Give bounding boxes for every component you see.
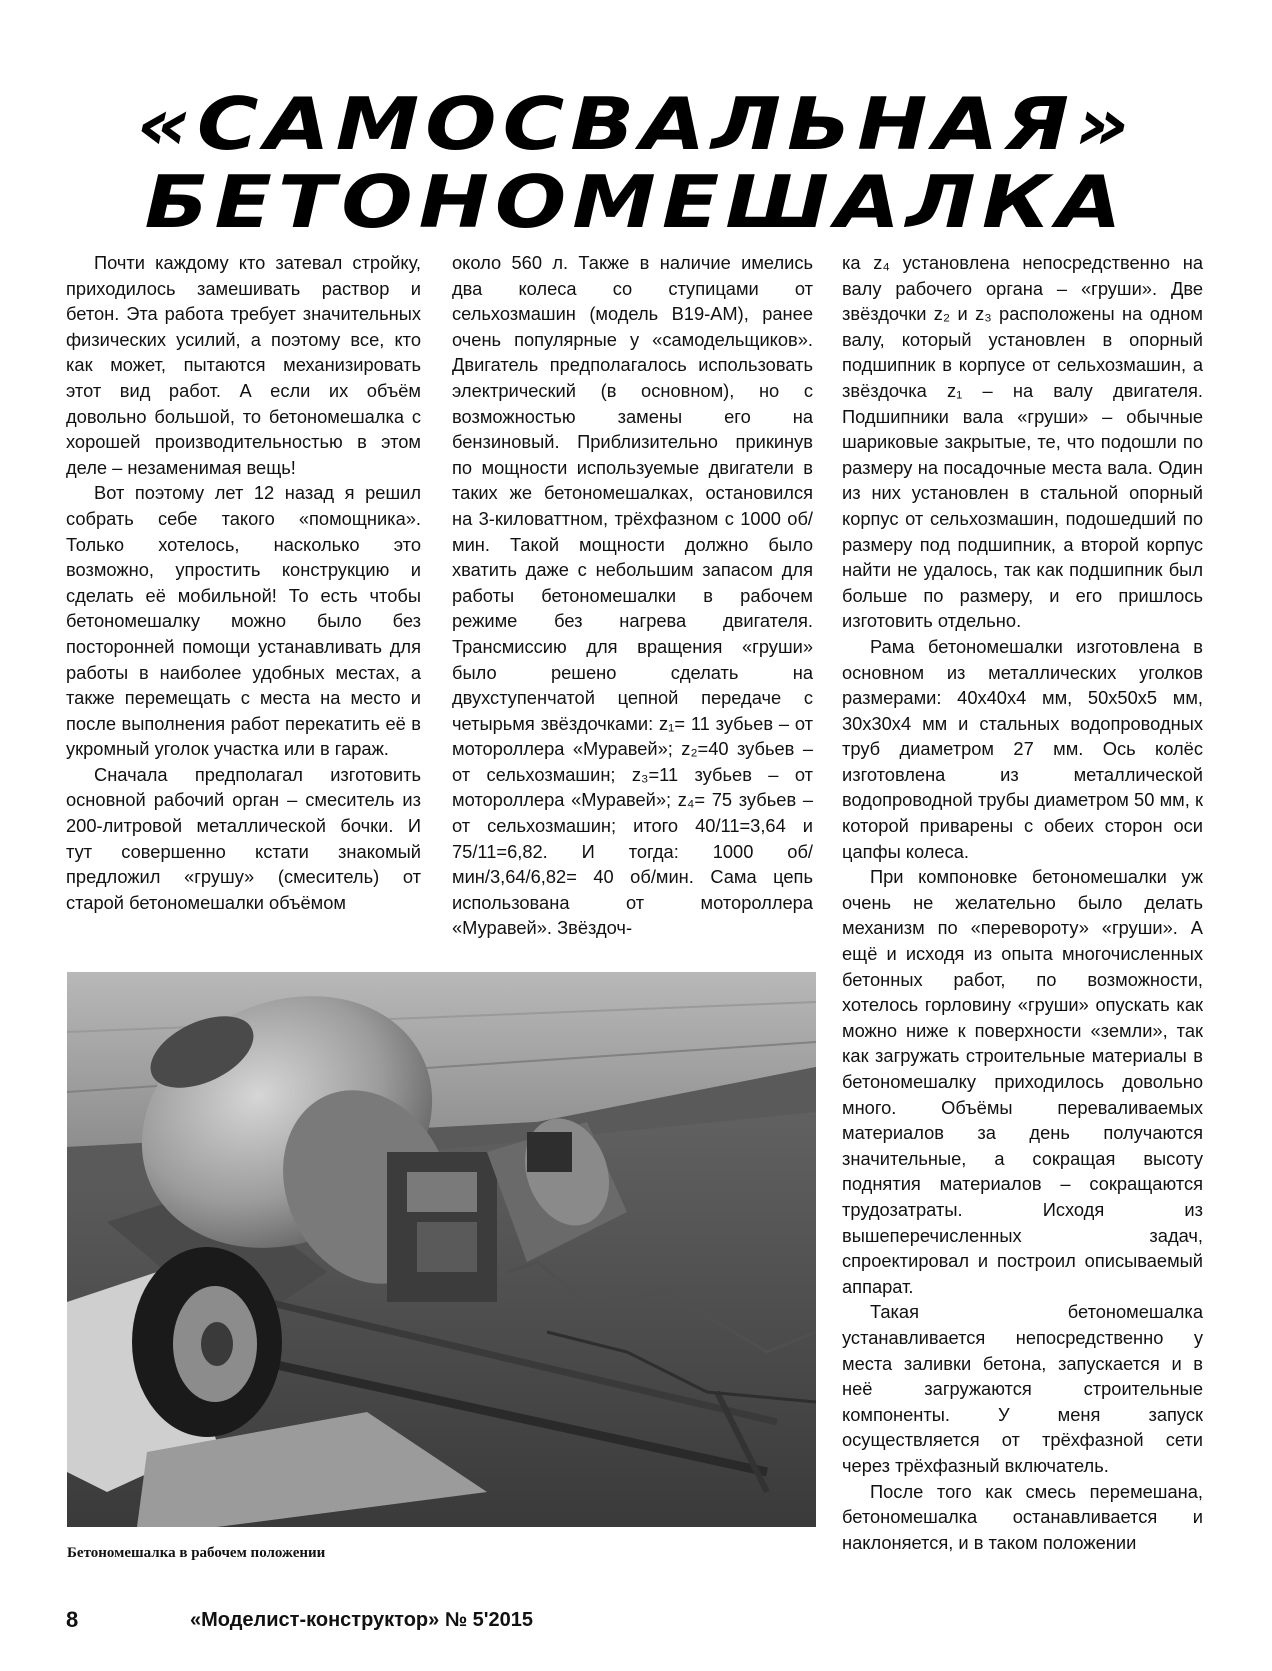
text-column-3 xyxy=(842,250,1203,1555)
paragraph: При компоновке бетономешалки уж очень не желательно было делать механизм по «перевороту» «груши». А ещё и исходя из опыта многочисленных бетонных работ, по возможности, хотелось горловину «груши» опускать как можно ниже к поверхности «земли», так как загружать строительные материалы в бетономешалку приходилось довольно много. Объёмы переваливаемых материалов за день получаются значительные, а сокращая высоту поднятия материалов – сокращаются трудозатраты. Исходя из вышеперечисленных задач, спроектировал и построил описываемый аппарат. xyxy=(842,866,1203,1297)
paragraph: ка z₄ установлена непосредственно на валу рабочего органа – «груши». Две звёздочки z₂ и z₃ расположены на одном валу, который установлен в опорный подшипник в корпусе от сельхозмашин, а звёздочка z₁ – на валу двигателя. Подшипники вала «груши» – обычные шариковые закрытые, те, что подошли по размеру на посадочные места вала. Один из них установлен в стальной опорный корпус от сельхозмашин, подошедший по размеру под подшипник, а второй корпус найти не удалось, так как подшипник был больше по размеру, и его пришлось изготовить отдельно. xyxy=(842,252,1203,632)
paragraph: После того как смесь перемешана, бетономешалка останавливается и наклоняется, и в таком положении xyxy=(842,1480,1203,1553)
text-column-2 xyxy=(452,250,813,941)
text-column-1 xyxy=(66,250,421,915)
paragraph: Почти каждому кто затевал стройку, приходилось замешивать раствор и бетон. Эта работа требует значительных физических усилий, а поэтому все, кто как может, пытаются механизировать этот вид работ. А если их объём довольно большой, то бетономешалка с хорошей производительностью в этом деле – незаменимая вещь! xyxy=(66,252,421,478)
photo-caption: Бетономешалка в рабочем положении xyxy=(67,1545,326,1561)
article-title-line1: «САМОСВАЛЬНАЯ» xyxy=(136,81,1136,167)
journal-name: «Моделист-конструктор» № 5'2015 xyxy=(190,1609,534,1631)
concrete-mixer-photo xyxy=(67,972,816,1527)
paragraph: Вот поэтому лет 12 назад я решил собрать себе такого «помощника». Только хотелось, насколько это возможно, упростить конструкцию и сделать её мобильной! То есть чтобы бетономешалку можно было без посторонней помощи устанавливать для работы в наиболее удобных местах, а также перемещать с места на место и после выполнения работ перекатить её в укромный уголок участка или в гараж. xyxy=(66,482,421,760)
photo-illustration xyxy=(67,972,816,1527)
paragraph: около 560 л. Также в наличие имелись два колеса со ступицами от сельхозмашин (модель В19-АМ), ранее очень популярные у «самодельщиков». Двигатель предполагалось использовать электрический (в основном), но с возможностью замены его на бензиновый. Приблизительно прикинув по мощности используемые двигатели в таких же бетономешалках, остановился на 3-киловаттном, трёхфазном с 1000 об/мин. Такой мощности должно было хватить даже с небольшим запасом для работы бетономешалки в рабочем режиме без нагрева двигателя. Трансмиссию для вращения «груши» было решено сделать на двухступенчатой цепной передаче с четырьмя звёздочками: z₁= 11 зубьев – от мотороллера «Муравей»; z₂=40 зубьев – от сельхозмашин; z₃=11 зубьев – от мотороллера «Муравей»; z₄= 75 зубьев – от сельхозмашин; итого 40/11=3,64 и 75/11=6,82. И тогда: 1000 об/мин/3,64/6,82= 40 об/мин. Сама цепь использована от мотороллера «Муравей». Звёздоч- xyxy=(452,252,813,939)
paragraph: Такая бетономешалка устанавливается непосредственно у места заливки бетона, запускается и в неё загружаются строительные компоненты. У меня запуск осуществляется от трёхфазной сети через трёхфазный включатель. xyxy=(842,1301,1203,1476)
paragraph: Сначала предполагал изготовить основной рабочий орган – смеситель из 200-литровой металлической бочки. И тут совершенно кстати знакомый предложил «грушу» (смеситель) от старой бетономешалки объёмом xyxy=(66,763,421,913)
article-title-line2: БЕТОНОМЕШАЛКА xyxy=(144,159,1128,245)
page-number: 8 xyxy=(66,1607,79,1632)
paragraph: Рама бетономешалки изготовлена в основном из металлических уголков размерами: 40х40х4 мм, 50х50х5 мм, 30х30х4 мм и стальных водопроводных труб диаметром 27 мм. Ось колёс изготовлена из металлической водопроводной трубы диаметром 50 мм, к которой приварены с обеих сторон оси цапфы колеса. xyxy=(842,635,1203,862)
